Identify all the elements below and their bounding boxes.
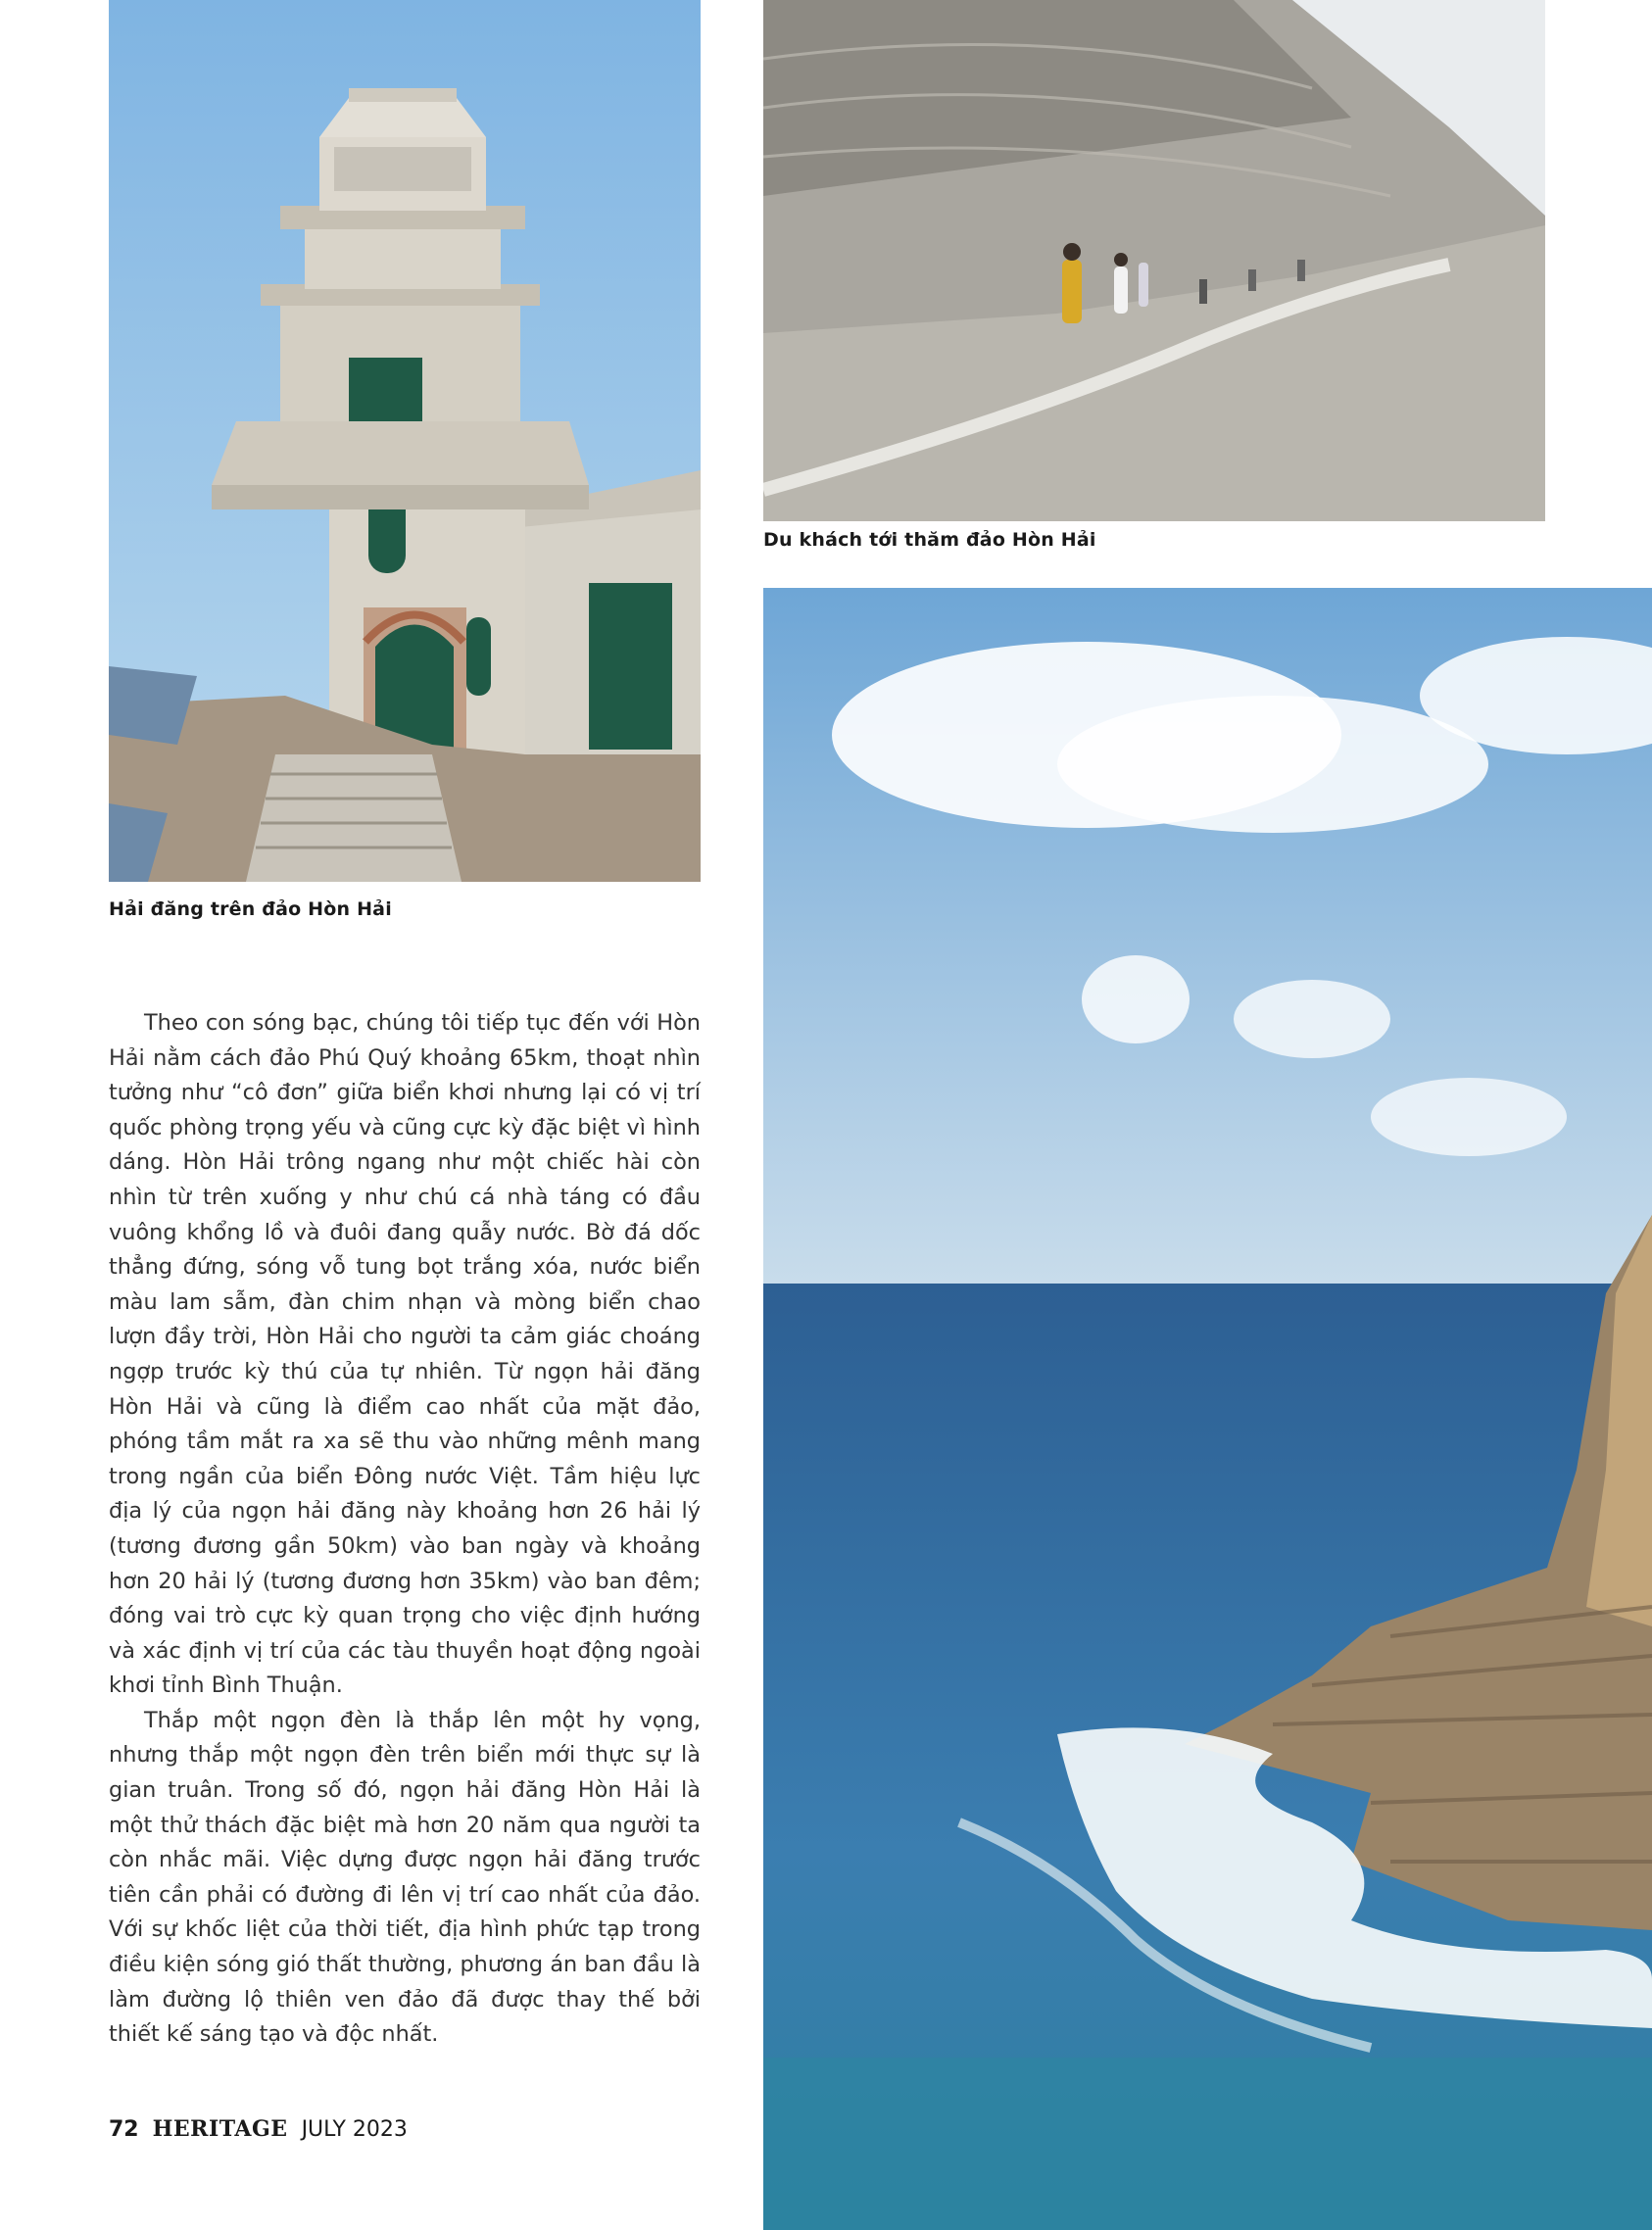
magazine-name: HERITAGE [152, 2116, 288, 2142]
page-number: 72 [109, 2117, 139, 2142]
page-footer [109, 2116, 408, 2142]
cliff-path-caption: Du khách tới thăm đảo Hòn Hải [763, 529, 1096, 551]
cliff-path-photo [763, 0, 1545, 521]
lighthouse-photo [109, 0, 701, 882]
article-body [109, 1006, 701, 2053]
article-paragraph: Theo con sóng bạc, chúng tôi tiếp tục đến với Hòn Hải nằm cách đảo Phú Quý khoảng 65km, thoạt nhìn tưởng như “cô đơn” giữa biển khơi nhưng lại có vị trí quốc phòng trọng yếu và cũng cực kỳ đặc biệt vì hình dáng. Hòn Hải trông ngang như một chiếc hài còn nhìn từ trên xuống y như chú cá nhà táng có đầu vuông khổng lồ và đuôi đang quẫy nước. Bờ đá dốc thẳng đứng, sóng vỗ tung bọt trắng xóa, nước biển màu lam sẫm, đàn chim nhạn và mòng biển chao lượn đầy trời, Hòn Hải cho người ta cảm giác choáng ngợp trước kỳ thú của tự nhiên. Từ ngọn hải đăng Hòn Hải và cũng là điểm cao nhất của mặt đảo, phóng tầm mắt ra xa sẽ thu vào những mênh mang trong ngần của biển Đông nước Việt. Tầm hiệu lực địa lý của ngọn hải đăng này khoảng hơn 26 hải lý (tương đương gần 50km) vào ban ngày và khoảng hơn 20 hải lý (tương đương hơn 35km) vào ban đêm; đóng vai trò cực kỳ quan trọng cho việc định hướng và xác định vị trí của các tàu thuyền hoạt động ngoài khơi tỉnh Bình Thuận. [109, 1010, 701, 1699]
issue-date: JULY 2023 [301, 2117, 408, 2142]
article-paragraph: Thắp một ngọn đèn là thắp lên một hy vọng, nhưng thắp một ngọn đèn trên biển mới thực sự là gian truân. Trong số đó, ngọn hải đăng Hòn Hải là một thử thách đặc biệt mà hơn 20 năm qua người ta còn nhắc mãi. Việc dựng được ngọn hải đăng trước tiên cần phải có đường đi lên vị trí cao nhất của đảo. Với sự khốc liệt của thời tiết, địa hình phức tạp trong điều kiện sóng gió thất thường, phương án ban đầu là làm đường lộ thiên ven đảo đã được thay thế bởi thiết kế sáng tạo và độc nhất. [109, 1707, 701, 2048]
lighthouse-caption: Hải đăng trên đảo Hòn Hải [109, 898, 392, 920]
sea-coast-photo [763, 588, 1652, 2230]
